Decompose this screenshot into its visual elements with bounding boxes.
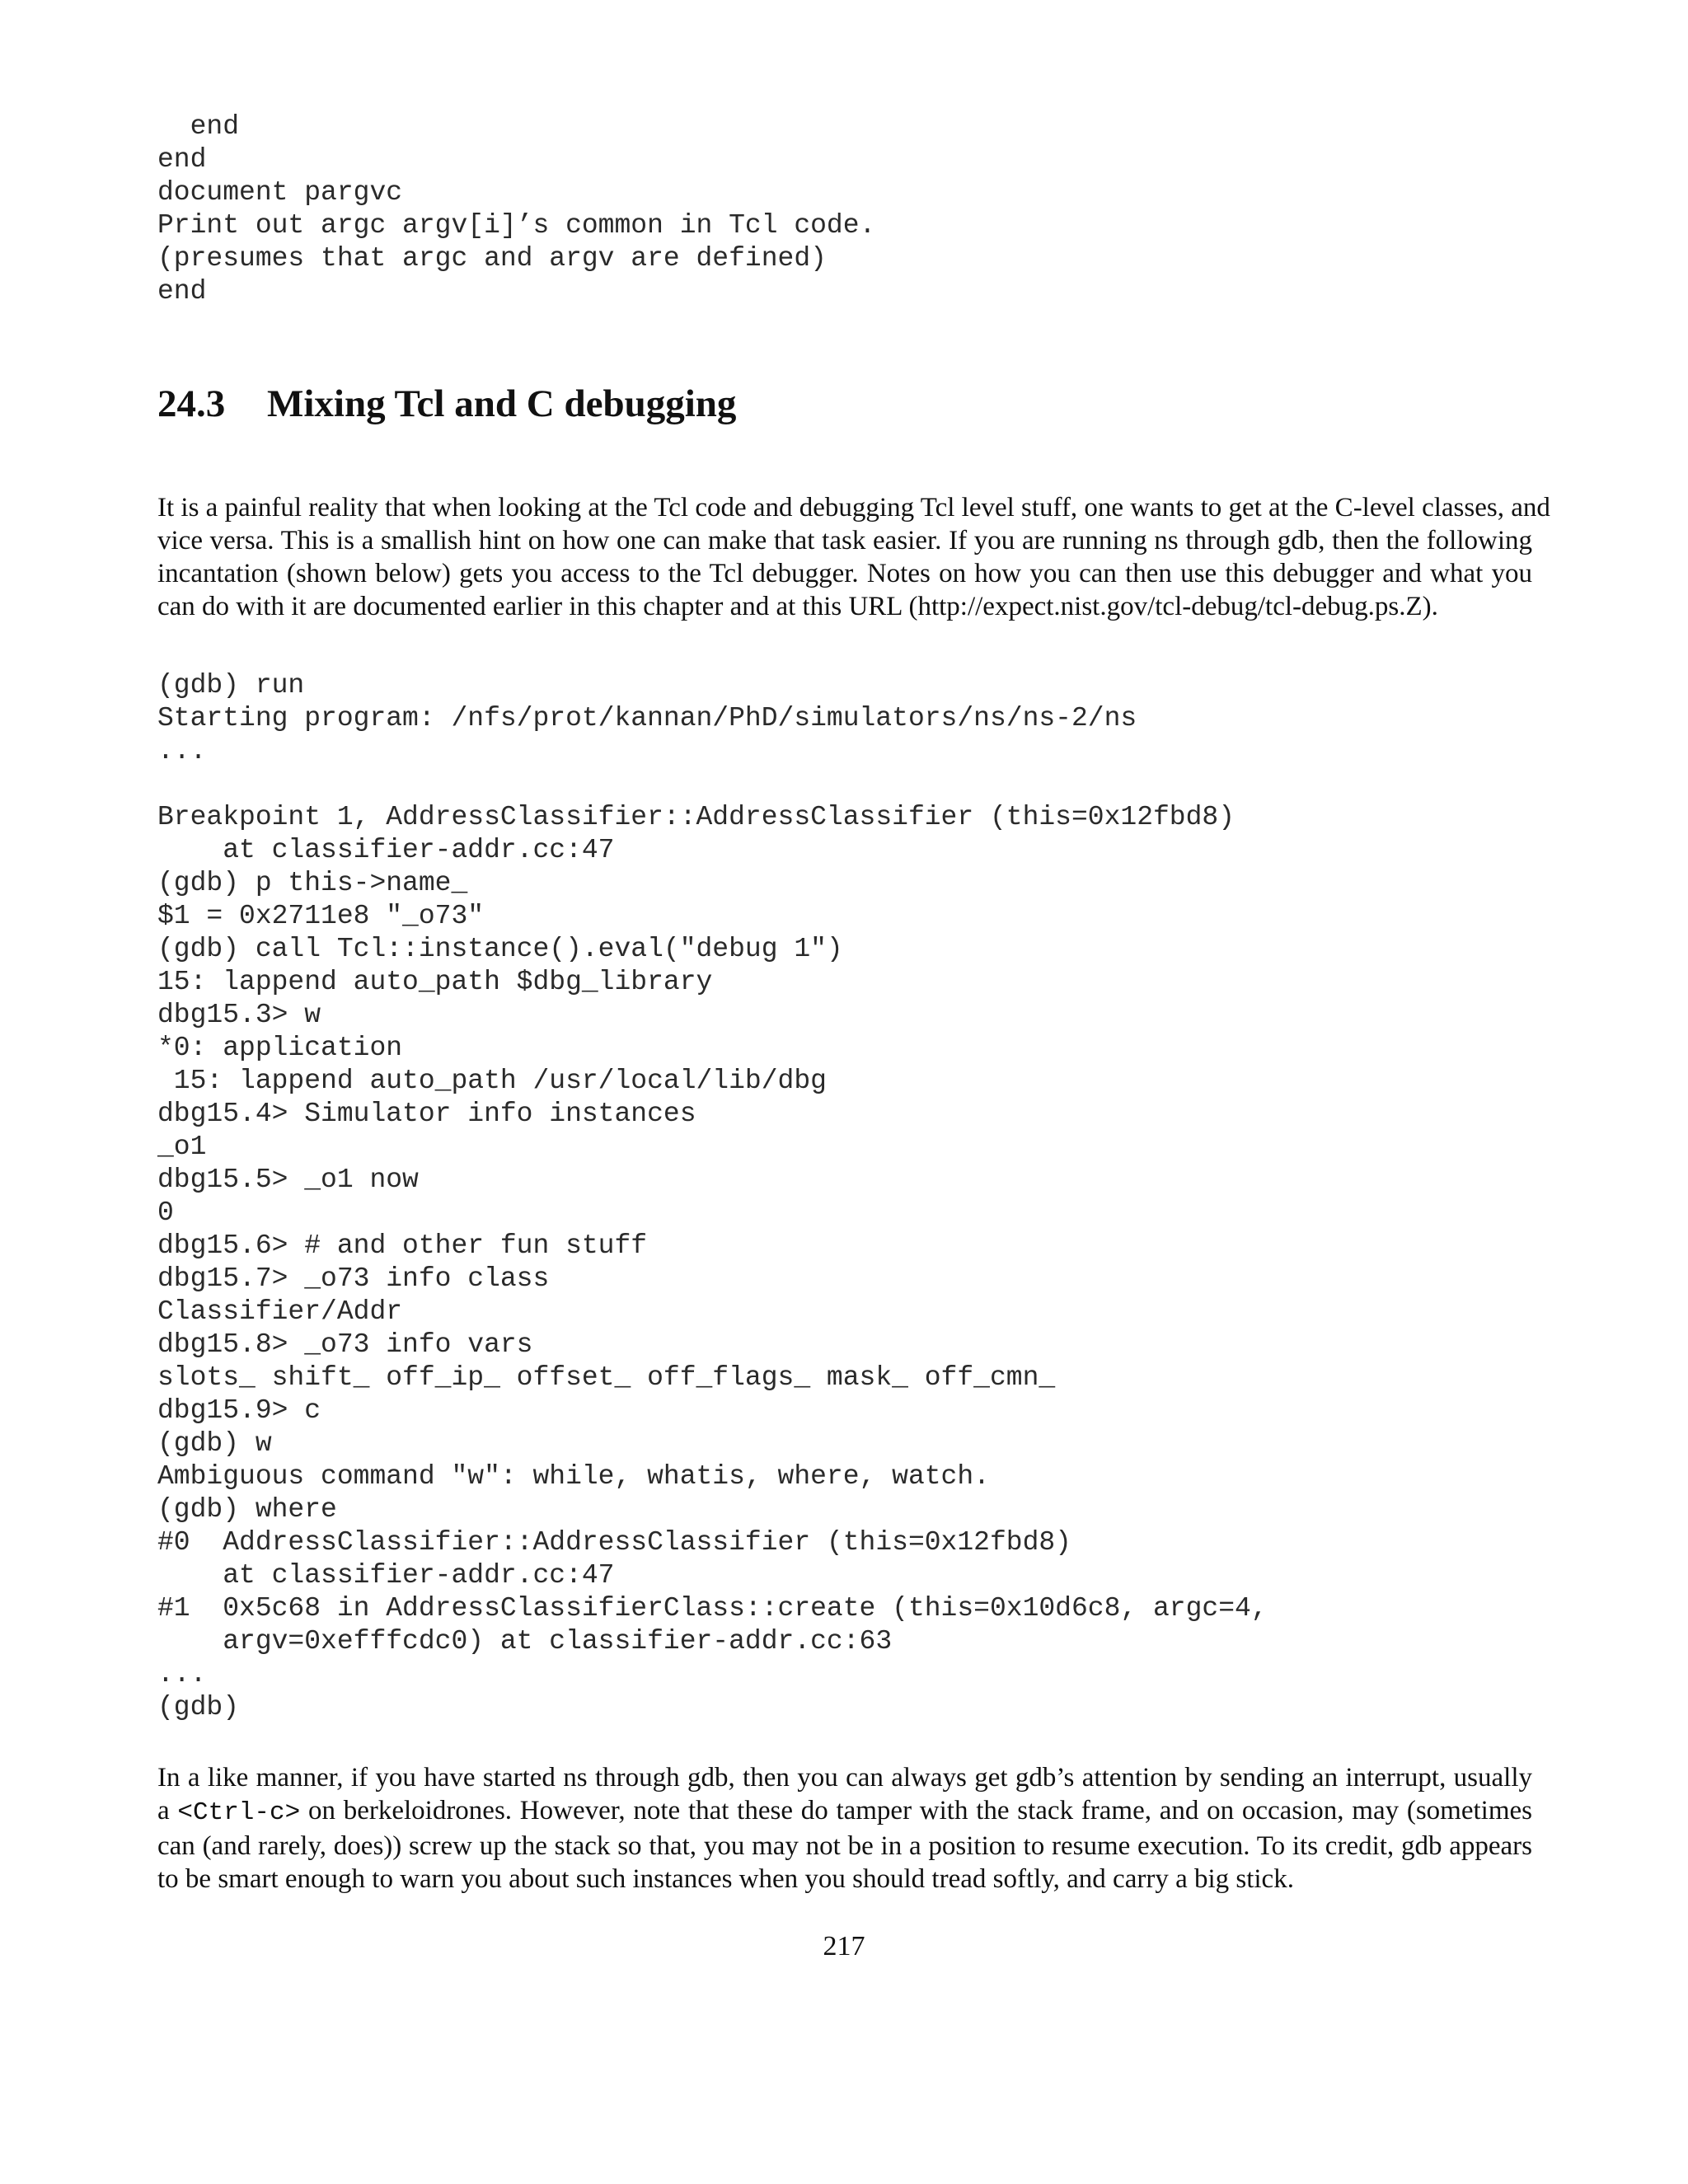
inline-code-ctrl-c: <Ctrl-c>: [177, 1798, 301, 1827]
code-block-gdb-session: (gdb) run Starting program: /nfs/prot/kannan/PhD/simulators/ns/ns-2/ns ... Breakpoint 1, AddressClassifier::AddressClassifier (this=0x12fbd8) at classifier-addr.cc:47 (gdb) p this->name_ $1 = 0x2711e8 "_o73" (gdb) call Tcl::instance().eval("debug 1") 15: lappend auto_path $dbg_library dbg15.3> w *0: application 15: lappend auto_path /usr/local/lib/dbg dbg15.4> Simulator info instances _o1 dbg15.5> _o1 now 0 dbg15.6> # and other fun stuff dbg15.7> _o73 info class Classifier/Addr dbg15.8> _o73 info vars slots_ shift_ off_ip_ offset_ off_flags_ mask_ off_cmn_ dbg15.9> c (gdb) w Ambiguous command "w": while, whatis, where, watch. (gdb) where #0 AddressClassifier::AddressClassifier (this=0x12fbd8) at classifier-addr.cc:47 #1 0x5c68 in AddressClassifierClass::create (this=0x10d6c8, argc=4, argv=0xefffcdc0) at classifier-addr.cc:63 ... (gdb): [157, 670, 1268, 1722]
code-block-gdb-macro: end end document pargvc Print out argc argv[i]’s common in Tcl code. (presumes that argc and argv are defined) end: [157, 111, 876, 307]
paragraph-line: can (and rarely, does)) screw up the stack so that, you may not be in a position to resume execution. To its credit, gdb appears: [157, 1831, 1532, 1861]
section-title: Mixing Tcl and C debugging: [267, 382, 737, 425]
section-number: 24.3: [157, 382, 226, 425]
paragraph-line: incantation (shown below) gets you access to the Tcl debugger. Notes on how you can then use this debugger and what you: [157, 559, 1532, 588]
paragraph-line: vice versa. This is a smallish hint on how one can make that task easier. If you are running ns through gdb, then the following: [157, 526, 1532, 555]
paragraph-text: a: [157, 1796, 178, 1825]
interrupt-paragraph: [157, 1761, 1532, 1896]
paragraph-line: can do with it are documented earlier in this chapter and at this URL (http://expect.nist.gov/tcl-debug/tcl-debug.ps.Z).: [157, 592, 1438, 621]
section-heading: [157, 381, 736, 427]
paragraph-line: [157, 1794, 1532, 1830]
paragraph-text: on berkeloidrones. However, note that these do tamper with the stack frame, and on occasion, may (sometimes: [300, 1796, 1532, 1825]
paragraph-line: to be smart enough to warn you about such instances when you should tread softly, and carry a big stick.: [157, 1864, 1294, 1894]
intro-paragraph: [157, 491, 1550, 623]
page-number: 217: [823, 1931, 865, 1961]
paragraph-line: It is a painful reality that when looking at the Tcl code and debugging Tcl level stuff, one wants to get at the C-level classes, and: [157, 493, 1550, 523]
paragraph-line: In a like manner, if you have started ns through gdb, then you can always get gdb’s attention by sending an interrupt, usually: [157, 1763, 1532, 1793]
